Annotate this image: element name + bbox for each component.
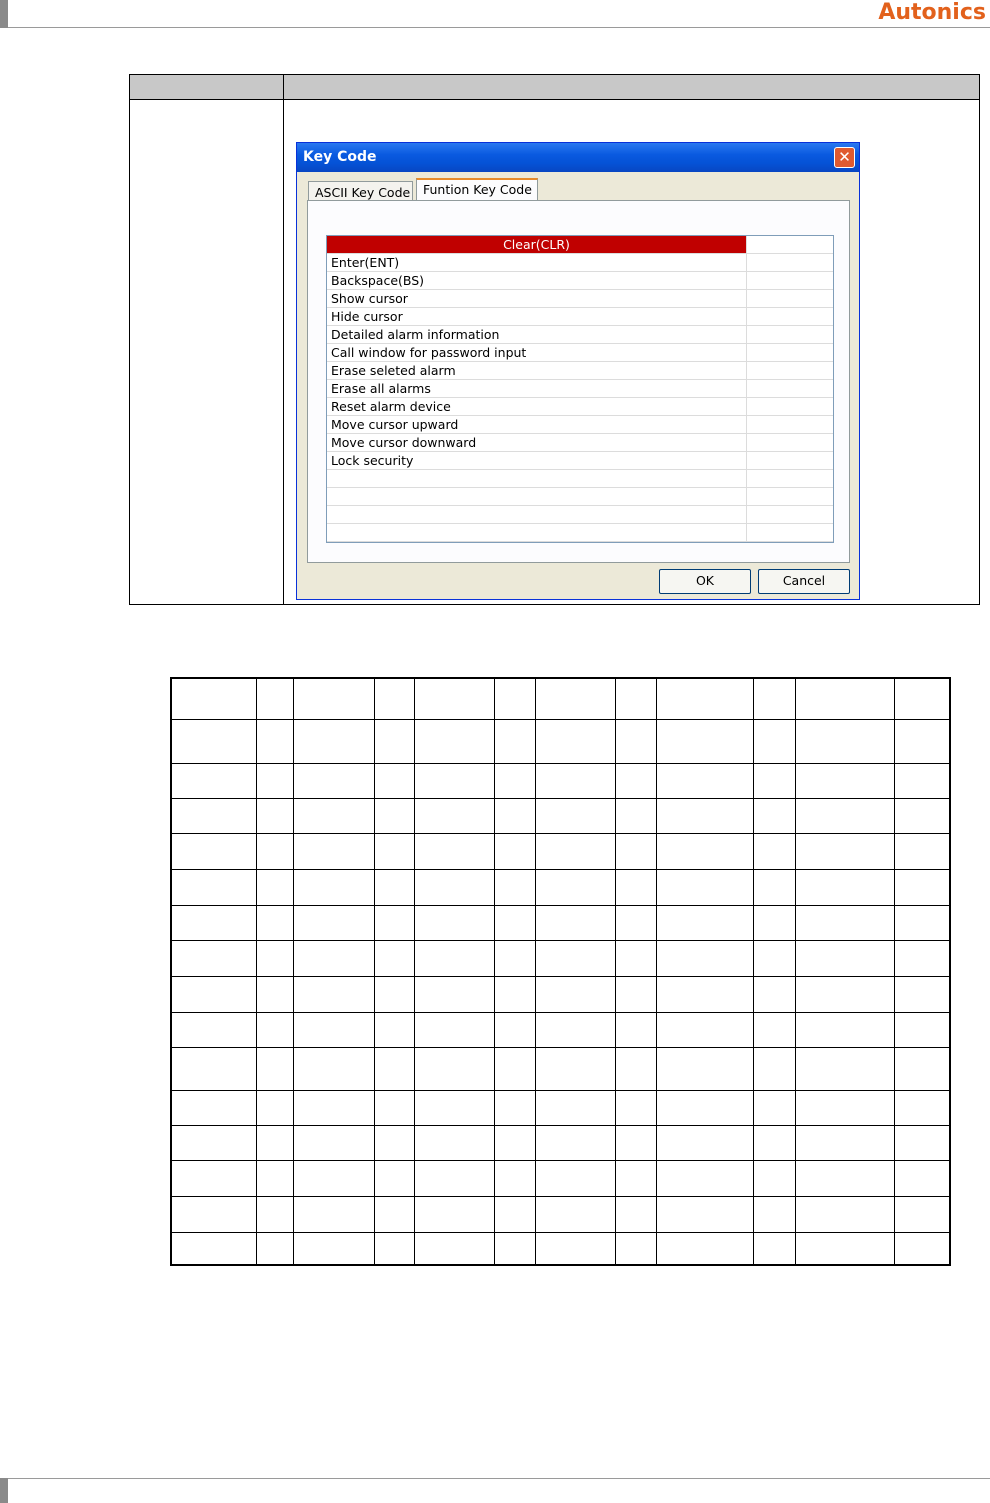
list-item[interactable] xyxy=(327,362,833,380)
grid-column-line xyxy=(656,679,657,1264)
tab-function-key-code[interactable]: Funtion Key Code xyxy=(416,178,538,200)
grid-column-line xyxy=(256,679,257,1264)
grid-row-line xyxy=(172,1196,949,1197)
grid-row-line xyxy=(172,940,949,941)
list-item-label: Clear(CLR) xyxy=(327,236,747,253)
list-item[interactable] xyxy=(327,272,833,290)
cancel-button[interactable]: Cancel xyxy=(758,569,850,594)
dialog-title: Key Code xyxy=(303,149,377,165)
grid-column-line xyxy=(753,679,754,1264)
grid-column-line xyxy=(535,679,536,1264)
brand-logo: Autonics xyxy=(878,0,986,25)
tab-panel xyxy=(307,200,850,563)
grid-row-line xyxy=(172,976,949,977)
list-item-label: Move cursor upward xyxy=(327,416,747,433)
grid-column-line xyxy=(894,679,895,1264)
list-item-label: Move cursor downward xyxy=(327,434,747,451)
list-item-label: Call window for password input xyxy=(327,344,747,361)
grid-column-line xyxy=(374,679,375,1264)
key-code-grid-table xyxy=(170,677,951,1266)
dialog-titlebar[interactable] xyxy=(297,143,859,172)
header-bar xyxy=(0,0,8,28)
table-header-row xyxy=(130,75,979,100)
list-item-label: Hide cursor xyxy=(327,308,747,325)
footer-bar xyxy=(0,1478,8,1503)
grid-row-line xyxy=(172,1160,949,1161)
function-key-list[interactable] xyxy=(326,235,834,543)
list-item-label: Reset alarm device xyxy=(327,398,747,415)
tab-ascii-key-code[interactable]: ASCII Key Code xyxy=(308,181,413,203)
grid-row-line xyxy=(172,1125,949,1126)
list-item[interactable] xyxy=(327,308,833,326)
grid-row-line xyxy=(172,719,949,720)
list-item[interactable] xyxy=(327,452,833,470)
grid-row-line xyxy=(172,1232,949,1233)
grid-row-line xyxy=(172,1047,949,1048)
grid-row-line xyxy=(172,905,949,906)
list-item[interactable] xyxy=(327,470,833,488)
grid-column-line xyxy=(293,679,294,1264)
list-item[interactable] xyxy=(327,506,833,524)
list-item-label: Enter(ENT) xyxy=(327,254,747,271)
list-item[interactable] xyxy=(327,254,833,272)
list-item[interactable] xyxy=(327,380,833,398)
list-item[interactable] xyxy=(327,326,833,344)
close-icon[interactable]: ✕ xyxy=(834,147,855,168)
grid-row-line xyxy=(172,763,949,764)
grid-row-line xyxy=(172,798,949,799)
list-item-label xyxy=(327,470,747,487)
list-item[interactable] xyxy=(327,488,833,506)
list-item[interactable] xyxy=(327,290,833,308)
list-item[interactable] xyxy=(327,524,833,542)
list-item[interactable] xyxy=(327,434,833,452)
list-item-label: Show cursor xyxy=(327,290,747,307)
list-item-label xyxy=(327,524,747,541)
ok-button[interactable]: OK xyxy=(659,569,751,594)
list-item[interactable] xyxy=(327,236,833,254)
list-item-label: Lock security xyxy=(327,452,747,469)
list-item-label: Erase all alarms xyxy=(327,380,747,397)
grid-column-line xyxy=(494,679,495,1264)
grid-row-line xyxy=(172,833,949,834)
key-code-dialog xyxy=(296,142,860,600)
list-item-label: Backspace(BS) xyxy=(327,272,747,289)
grid-row-line xyxy=(172,1090,949,1091)
grid-column-line xyxy=(615,679,616,1264)
grid-column-line xyxy=(414,679,415,1264)
list-item[interactable] xyxy=(327,398,833,416)
list-item[interactable] xyxy=(327,344,833,362)
list-item-label: Detailed alarm information xyxy=(327,326,747,343)
header-rule xyxy=(8,27,990,28)
list-item-label xyxy=(327,506,747,523)
list-item[interactable] xyxy=(327,416,833,434)
grid-column-line xyxy=(795,679,796,1264)
grid-row-line xyxy=(172,1012,949,1013)
grid-row-line xyxy=(172,869,949,870)
table-column-divider xyxy=(283,75,284,604)
list-item-label: Erase seleted alarm xyxy=(327,362,747,379)
list-item-label xyxy=(327,488,747,505)
footer-rule xyxy=(8,1478,990,1479)
